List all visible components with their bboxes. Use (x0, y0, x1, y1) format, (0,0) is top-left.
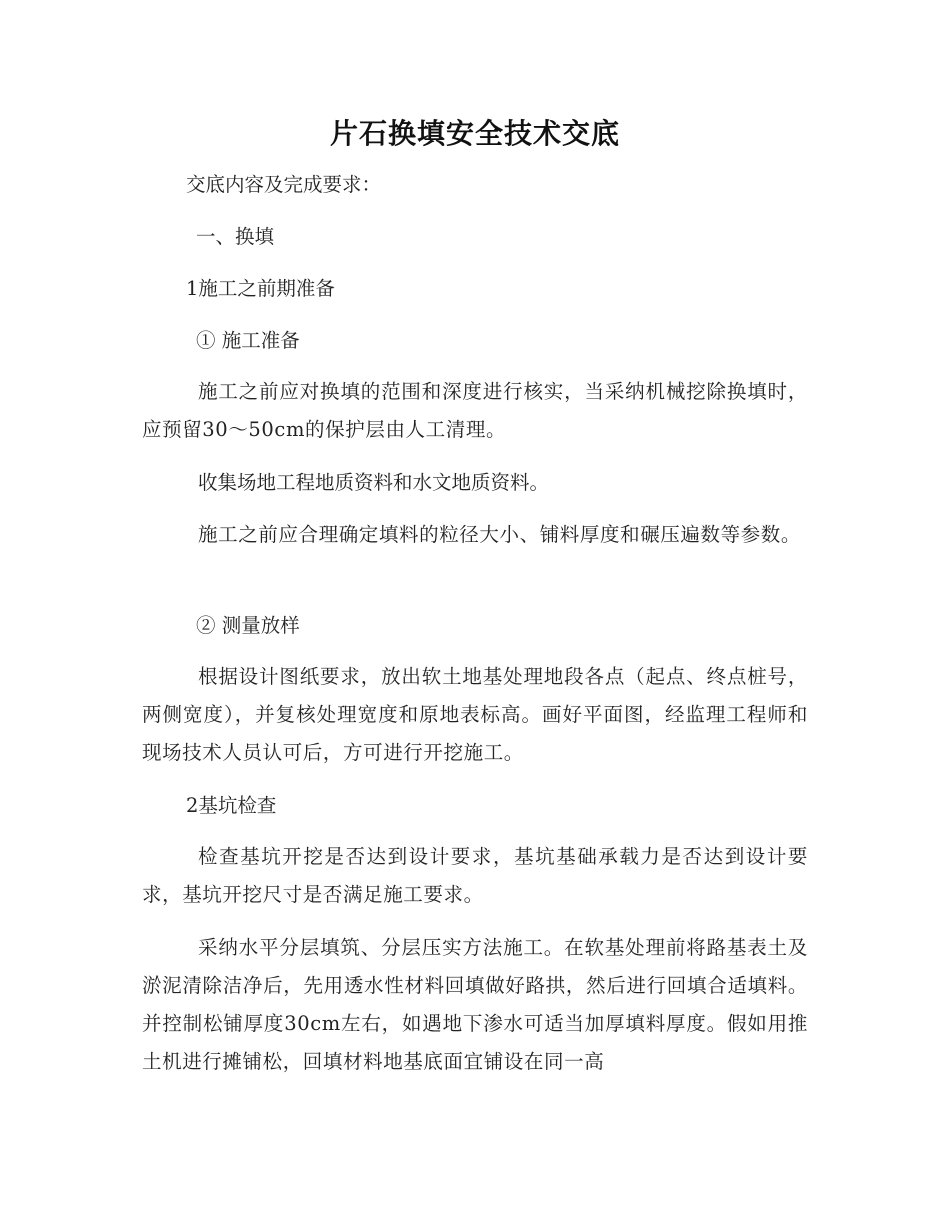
item-heading-construction-prep: ① 施工准备 (196, 329, 300, 352)
paragraph-fill-parameters: 施工之前应合理确定填料的粒径大小、铺料厚度和碾压遍数等参数。 (198, 523, 802, 546)
paragraph-layered-filling: 采纳水平分层填筑、分层压实方法施工。在软基处理前将路基表土及淤泥清除洁净后，先用透水性材料回填做好路拱，然后进行回填合适填料。并控制松铺厚度30cm左右，如遇地下渗水可适当加厚填料厚度。假如用推土机进行摊铺松，回填材料地基底面宜铺设在同一高 (142, 936, 808, 1073)
section-heading-replacement: 一、换填 (196, 225, 275, 248)
paragraph-pit-inspection: 检查基坑开挖是否达到设计要求，基坑基础承载力是否达到设计要求，基坑开挖尺寸是否满足施工要求。 (142, 845, 808, 906)
intro-line: 交底内容及完成要求： (186, 173, 382, 196)
paragraph-survey-layout: 根据设计图纸要求，放出软土地基处理地段各点（起点、终点桩号，两侧宽度），并复核处理宽度和原地表标高。画好平面图，经监理工程师和现场技术人员认可后，方可进行开挖施工。 (142, 665, 808, 764)
item-heading-survey: ② 测量放样 (196, 614, 300, 637)
paragraph-verify-scope: 施工之前应对换填的范围和深度进行核实，当采纳机械挖除换填时，应预留30～50cm的保护层由人工清理。 (142, 380, 808, 441)
subsection-heading-pit-check: 2基坑检查 (186, 794, 277, 817)
paragraph-collect-data: 收集场地工程地质资料和水文地质资料。 (198, 471, 550, 494)
document-title: 片石换填安全技术交底 (329, 117, 620, 150)
subsection-heading-preparation: 1施工之前期准备 (186, 277, 335, 300)
